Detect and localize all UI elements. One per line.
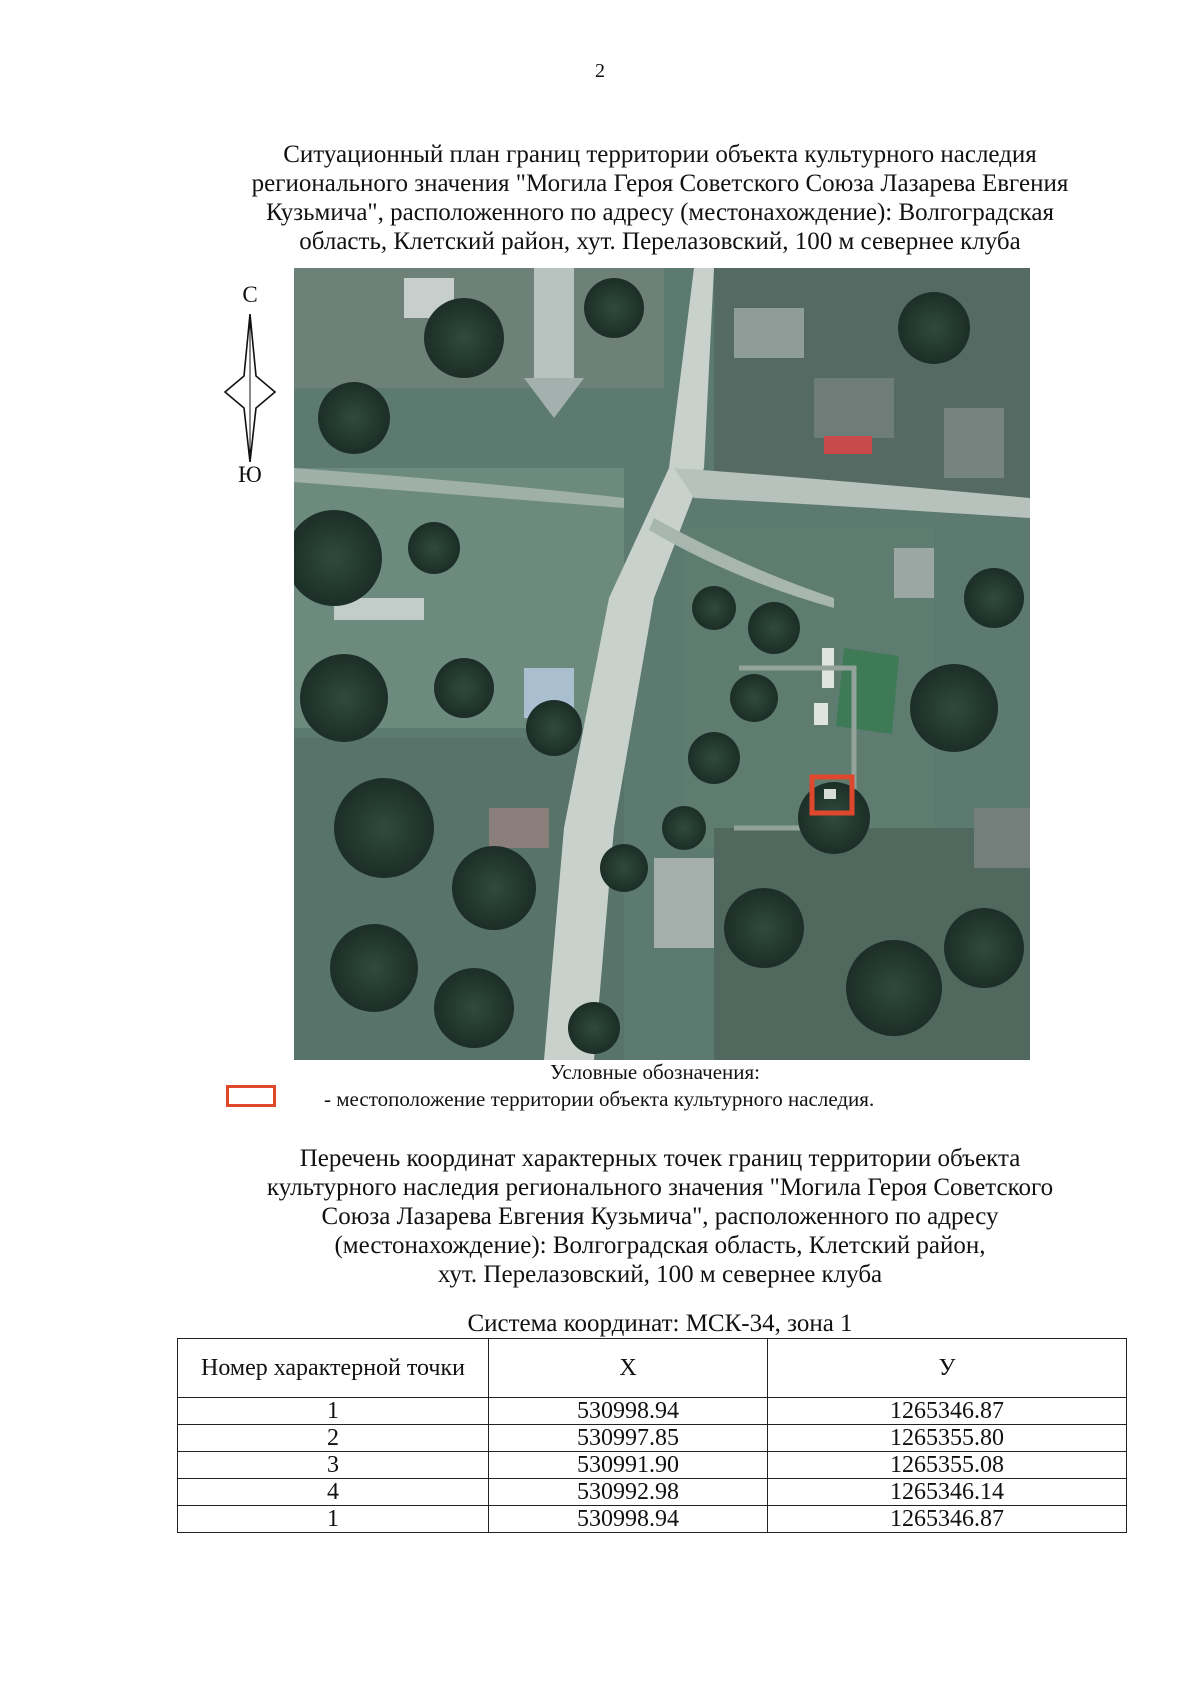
table-row [178, 1479, 1127, 1506]
coordinates-list-title [180, 1144, 1140, 1289]
coordinate-system-label: Система координат: МСК-34, зона 1 [467, 1310, 853, 1337]
title-line: Кузьмича", расположенного по адресу (местонахождение): Волгоградская [265, 199, 1054, 226]
y-cell: 1265346.87 [768, 1398, 1127, 1425]
header-y: У [768, 1339, 1127, 1398]
list-title-line: хут. Перелазовский, 100 м севернее клуба [437, 1261, 883, 1288]
title-line: регионального значения "Могила Героя Советского Союза Лазарева Евгения [251, 170, 1069, 197]
header-point-number: Номер характерной точки [178, 1339, 489, 1398]
table-header-row [178, 1339, 1127, 1398]
point-number-cell: 4 [178, 1479, 489, 1506]
title-line: Ситуационный план границ территории объекта культурного наследия [283, 141, 1037, 168]
header-x: X [489, 1339, 768, 1398]
compass-north-label: С [242, 282, 258, 307]
table-row [178, 1452, 1127, 1479]
point-number-cell: 2 [178, 1425, 489, 1452]
table-row [178, 1425, 1127, 1452]
x-cell: 530997.85 [489, 1425, 768, 1452]
list-title-line: культурного наследия регионального значения "Могила Героя Советского [266, 1174, 1054, 1201]
x-cell: 530998.94 [489, 1398, 768, 1425]
y-cell: 1265355.80 [768, 1425, 1127, 1452]
compass-arrow-icon [215, 314, 285, 462]
legend-item-label: - местоположение территории объекта культурного наследия. [324, 1087, 875, 1111]
y-cell: 1265355.08 [768, 1452, 1127, 1479]
y-cell: 1265346.87 [768, 1506, 1127, 1533]
table-row [178, 1506, 1127, 1533]
y-cell: 1265346.14 [768, 1479, 1127, 1506]
compass-rose [215, 282, 285, 492]
satellite-map [294, 268, 1030, 1060]
title-line: область, Клетский район, хут. Перелазовский, 100 м севернее клуба [299, 228, 1021, 255]
list-title-line: Союза Лазарева Евгения Кузьмича", расположенного по адресу [321, 1203, 999, 1230]
plan-title [180, 140, 1140, 256]
compass-south-label: Ю [238, 462, 262, 487]
point-number-cell: 1 [178, 1506, 489, 1533]
point-number-cell: 3 [178, 1452, 489, 1479]
list-title-line: Перечень координат характерных точек границ территории объекта [299, 1145, 1021, 1172]
coordinates-table [177, 1338, 1127, 1533]
list-title-line: (местонахождение): Волгоградская область, Клетский район, [334, 1232, 986, 1259]
x-cell: 530998.94 [489, 1506, 768, 1533]
x-cell: 530991.90 [489, 1452, 768, 1479]
legend-swatch-icon [226, 1085, 276, 1107]
page-number: 2 [595, 60, 605, 82]
satellite-image [294, 268, 1030, 1060]
legend-title: Условные обозначения: [549, 1060, 761, 1084]
x-cell: 530992.98 [489, 1479, 768, 1506]
point-number-cell: 1 [178, 1398, 489, 1425]
table-row [178, 1398, 1127, 1425]
